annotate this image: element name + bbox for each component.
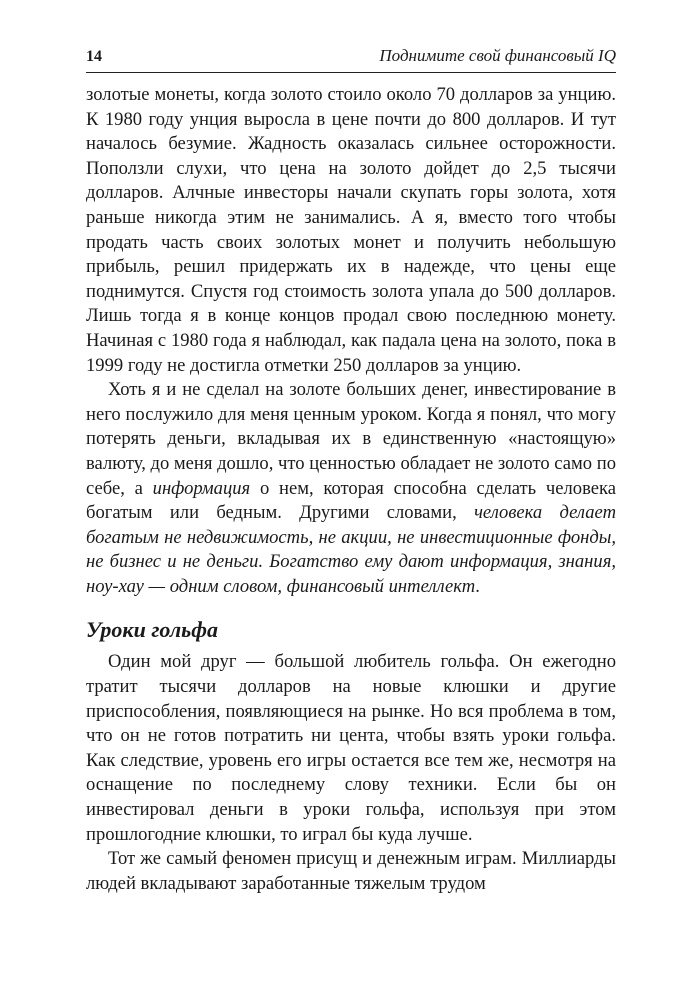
paragraph-text: Хоть я и не сделал на золоте больших денег, инвестирование в него послужило для меня ценным уроком. Когда я понял, что могу потерять деньги, вкладывая их в единственную «настоящую» валюту, до меня дошло, что ценностью обладает не золото само по себе, а [86, 379, 617, 499]
body-text [86, 83, 616, 896]
section-heading: Уроки гольфа [86, 617, 218, 643]
italic-emphasis: человека делает богатым не недвижимость, не акции, не инвестиционные фонды, не бизнес и не деньги. Богатство ему дают информация, знания, ноу-хау — одним словом, финансовый интеллект [86, 502, 616, 597]
page-number: 14 [86, 48, 102, 65]
paragraph-text: о нем, которая способна сделать человека богатым или бедным. Другими словами, [86, 477, 616, 524]
paragraph-gold-story: золотые монеты, когда золото стоило около 70 долларов за унцию. К 1980 году унция выросла в цене почти до 800 долларов. И тут началось безумие. Жадность оказалась сильнее осторожности. Поползли слухи, что цена на золото дойдет до 2,5 тысячи долларов. Алчные инвесторы начали скупать горы золота, хотя раньше никогда этим не занимались. А я, вместо того чтобы продать часть своих золотых монет и получить небольшую прибыль, решил придержать их в надежде, что цены еще поднимутся. Спустя год стоимость золота упала до 500 долларов. Лишь тогда я в конце концов продал свою последнюю монету. Начиная с 1980 года я наблюдал, как падала цена на золото, пока в 1999 году не достигла отметки 250 долларов за унцию. [86, 84, 616, 376]
paragraph-golf-friend: Один мой друг — большой любитель гольфа. Он ежегодно тратит тысячи долларов на новые клюшки и другие приспособления, появляющиеся на рынке. Но вся проблема в том, что он не готов потратить ни цента, чтобы взять уроки гольфа. Как следствие, уровень его игры остается все тем же, несмотря на оснащение по последнему слову техники. Если бы он инвестировал деньги в уроки гольфа, используя при этом прошлогодние клюшки, то играл бы куда лучше. [86, 651, 616, 845]
italic-emphasis: информация [152, 477, 251, 499]
paragraph-gold-lesson [86, 378, 616, 599]
paragraph-text: . [475, 575, 480, 597]
paragraph-money-games: Тот же самый феномен присущ и денежным играм. Миллиарды людей вкладывают заработанные тяжелым трудом [86, 848, 616, 894]
running-title: Поднимите свой финансовый IQ [379, 46, 616, 65]
running-header [86, 46, 616, 73]
